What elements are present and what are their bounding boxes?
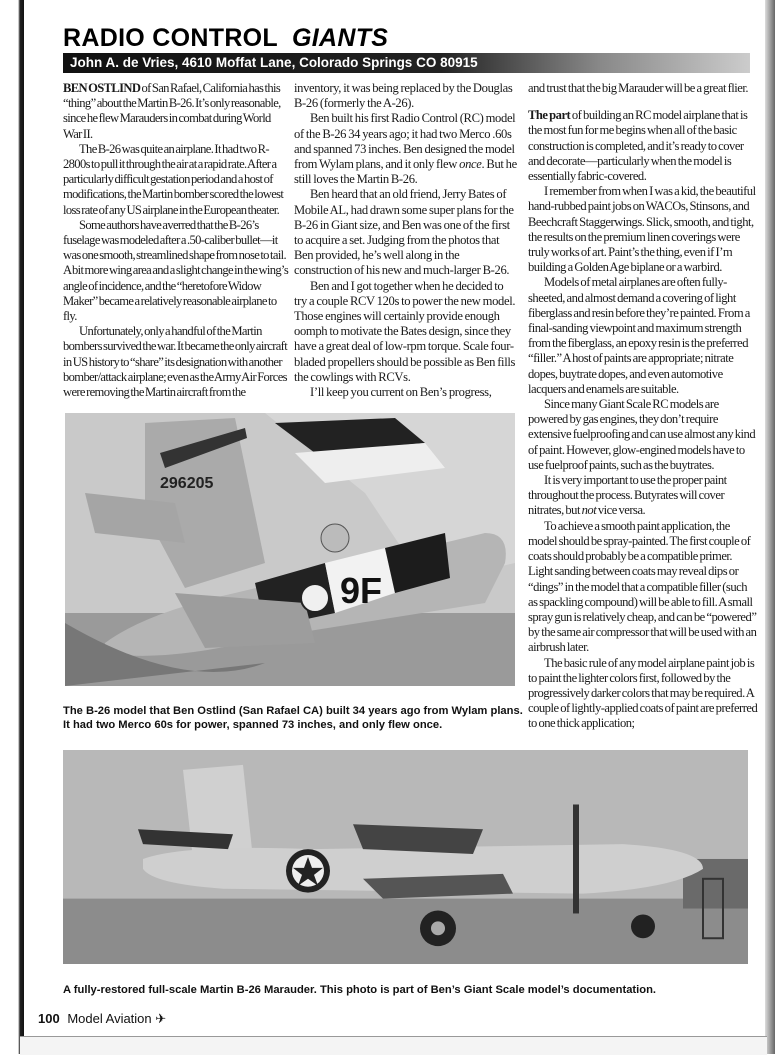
emphasis: once — [459, 157, 482, 172]
paragraph — [294, 111, 517, 187]
text-column-1 — [63, 81, 289, 400]
photo-caption: A fully-restored full-scale Martin B-26 Marauder. This photo is part of Ben’s Giant Scale model’s documentation. — [63, 984, 657, 996]
airplane-icon: ✈ — [155, 1011, 167, 1026]
scan-edge-bottom — [20, 1036, 767, 1055]
paragraph: I remember from when I was a kid, the beautiful hand-rubbed paint jobs on WACOs, Stinsons, and Beechcraft Staggerwings. Slick, smooth, and tight, the results on the premium linen coverings were truly works of art. Paint’s the thing, even if I’m building a Golden Age biplane or a warbird. — [528, 184, 756, 275]
paragraph-text: vice versa. — [596, 503, 646, 518]
emphasis: not — [581, 503, 597, 518]
paragraph: I’ll keep you current on Ben’s progress, — [310, 385, 492, 400]
paragraph: Ben and I got together when he decided to try a couple RCV 120s to power the new model. Those engines will certainly provide enough oomph to motivate the Bates design, since they have a great deal of low-rpm torque. Scale four-bladed propellers should be possible as Ben fills the cowlings with RCVs. — [294, 278, 516, 384]
magazine-name: Model Aviation — [67, 1011, 152, 1026]
paragraph: The basic rule of any model airplane paint job is to paint the lighter colors first, followed by the progressively darker colors that may be required. A couple of lightly-applied coats of paint are preferred to one thick application; — [528, 655, 758, 731]
paragraph: The B-26 was quite an airplane. It had two R-2800s to pull it through the air at a rapid rate. After a particularly difficult gestation period and a host of modifications, the Martin bomber scored the lowest loss rate of any US airplane in the European theater. — [63, 141, 284, 217]
paragraph: To achieve a smooth paint application, the model should be spray-painted. The first couple of coats should probably be a compatible primer. Light sanding between coats may reveal dips or “dings” in the model that a compatible filler (such as spackling compound) will be able to fill. A small spray gun is relatively cheap, and can be “powered” by the same air compressor that will be used with an airbrush later. — [528, 518, 757, 655]
paragraph: Some authors have averred that the B-26’s fuselage was modeled after a .50-caliber bullet—it was one smooth, streamlined shape from nose to tail. A bit more wing area and a slight change in the wing’s angle of incidence, and the “heretofore Widow Maker” became a relatively reasonable airplane to fly. — [63, 217, 289, 324]
author-address: John A. de Vries, 4610 Moffat Lane, Colorado Springs CO 80915 — [70, 55, 478, 70]
page-footer — [38, 1011, 166, 1027]
title-main: RADIO CONTROL — [63, 24, 278, 52]
scan-edge-right — [765, 0, 775, 1054]
paragraph: and trust that the big Marauder will be a great flier. — [528, 81, 749, 95]
title-italic: GIANTS — [292, 24, 389, 52]
paragraph: Unfortunately, only a handful of the Martin bombers survived the war. It became the only aircraft in US history to “share” its designation with another bomber/attack airplane; even as the Army Air Forces were removing the Martin aircraft from the — [63, 324, 288, 400]
fuselage-code: 9F — [340, 570, 383, 611]
paragraph-text: Ben built his first Radio Control (RC) model of the B-26 34 years ago; it had two Merco .60s and spanned 73 inches. Ben designed the model from Wylam plans, and it only flew — [294, 111, 516, 172]
photo-caption: The B-26 model that Ben Ostlind (San Rafael CA) built 34 years ago from Wylam plans. It had two Merco 60s for power, spanned 73 inches, and only flew once. — [63, 705, 523, 731]
column-title — [63, 24, 388, 53]
paragraph: Models of metal airplanes are often fully-sheeted, and almost demand a covering of light fiberglass and resin before they’re painted. From a final-sanding viewpoint and maximum strength from the fiberglass, an epoxy resin is the preferred “filler.” A host of paints are appropriate; nitrate dopes, buytrate dopes, and even automotive lacquers and enamels are suitable. — [528, 275, 750, 396]
page-number: 100 — [38, 1011, 60, 1026]
paragraph — [528, 473, 758, 519]
byline-bar — [63, 53, 750, 73]
photo-b26-fullscale — [63, 750, 748, 964]
paragraph — [63, 81, 289, 142]
scan-edge-left — [0, 0, 24, 1054]
lead-in: BEN OSTLIND — [63, 81, 141, 95]
paragraph-text: It is very important to use the proper paint throughout the process. Butyrates will cover nitrates, but — [528, 473, 727, 518]
tail-number: 296205 — [160, 475, 214, 492]
text-column-2 — [294, 81, 517, 400]
paragraph: Ben heard that an old friend, Jerry Bates of Mobile AL, had drawn some super plans for the B-26 in Giant size, and Ben was one of the first to acquire a set. Judging from the photos that Ben provided, he’s well along in the construction of his new and much-larger B-26. — [294, 187, 514, 278]
lead-in: The part — [528, 108, 571, 123]
paragraph-text: . But he still loves the Martin B-26. — [294, 157, 517, 187]
paragraph-text: of building an RC model airplane that is the most fun for me begins when all of the basic construction is completed, and it’s ready to cover and decorate—particularly when the model is essentially fabric-covered. — [528, 108, 748, 184]
text-column-3 — [528, 81, 758, 732]
paragraph: inventory, it was being replaced by the Douglas B-26 (formerly the A-26). — [294, 81, 513, 111]
photo-b26-model — [65, 413, 515, 686]
paragraph — [528, 108, 758, 184]
paragraph: Since many Giant Scale RC models are powered by gas engines, they don’t require extensive fuelproofing and can use almost any kind of paint. However, glow-engined models have to use fuelproof paints, such as the buytrates. — [528, 397, 756, 472]
paragraph-text: of San Rafael, California has this “thing” about the Martin B-26. It’s only reasonable, since he flew Marauders in combat during World War II. — [63, 81, 281, 141]
